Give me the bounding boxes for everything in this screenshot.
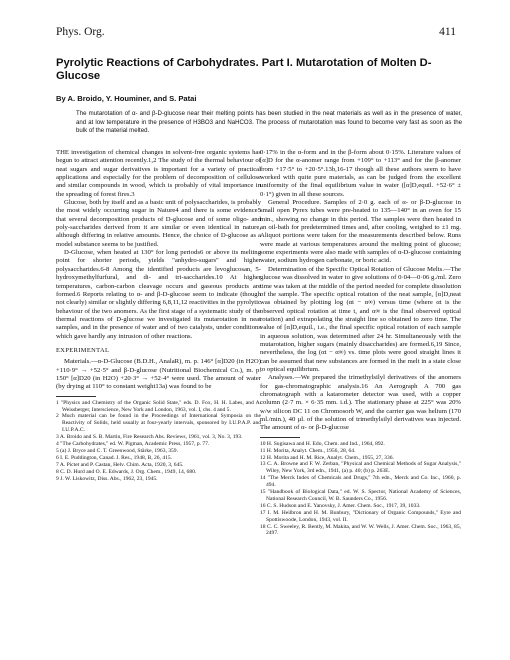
footnote: 8 C. D. Hurd and O. E. Edwards, J. Org. Chem., 1949, 14, 680. [56, 468, 197, 475]
determination-paragraph: Determination of the Specific Optical Rotation of Glucose Melts.—The glucose was dissolved in water to give solutions of 0·04—0·06 g./ml. Zero time was taken at the middle of the period needed for complete dissolution of the sample. The specific optical rotation of the neat sample, [α]D,neat was obtained by plotting log (αt − α∞) versus time (where αt is the observed optical rotation at time t, and α∞ is the final observed optical rotation) and extrapolating the straight line so obtained to zero time. The value of [α]D,equil., i.e., the final specific optical rotation of each sample in aqueous solution, was determined after 24 hr. Simultaneously with the mutarotation, higher sugars (mainly disaccharides) are formed.6,19 Since, nevertheless, the log (αt − α∞) vs. time plots were good straight lines it can be assumed that new substances are formed in the melt in a state close to optical equilibrium. [260, 265, 461, 373]
footnote: 9 J. W. Liskowitz, Diss. Abs., 1962, 23, 1945. [56, 475, 158, 482]
article-title: Pyrolytic Reactions of Carbohydrates. Part I. Mutarotation of Molten D-Glucose [56, 57, 432, 82]
footnote: 6 I. E. Puddington, Canad. J. Res., 1948, B, 26, 415. [56, 454, 173, 461]
footnote: 16 C. S. Hudson and E. Yanovsky, J. Amer. Chem. Soc., 1917, 39, 1033. [260, 502, 421, 509]
intro-paragraph-2: Glucose, both by itself and as a basic unit of polysaccharides, is probably the most widely occurring sugar in Nature4 and there is some evidence5 that several decomposition products of D-glucose and of some oligo- and poly-saccharides derived from it are similar or even identical in nature, although differing in relative amounts. Hence, the choice of D-glucose as a model substance seems to be justified. [56, 199, 261, 248]
article-abstract: The mutarotation of α- and β-D-glucose near their melting points has been studied in the neat materials as well as in the presence of water, and at low temperature in the presence of H3BO3 and NaHCO3. The process of mutarotation was found to become very fast as soon as the bulk of the material melted. [76, 110, 462, 134]
footnote: 18 C. C. Sweeley, R. Bently, M. Makita, and W. W. Wells, J. Amer. Chem. Soc., 1963, 85, 2497. [260, 523, 461, 537]
footnote: 11 H. Morita, Analyt. Chem., 1956, 28, 64. [260, 447, 356, 454]
footnote: 1 "Physics and Chemistry of the Organic Solid State," eds. D. Fox, H. H. Labes, and A. Weissberger, Interscience, New York and London, 1963, vol. I, chs. 4 and 5. [56, 399, 261, 413]
intro-paragraph-1: THE investigation of chemical changes in solvent-free organic systems has begun to attract attention recently.1,2 The study of the thermal behaviour of neat sugars and sugar derivatives is important for a variety of practical applications and especially for the problem of decomposition of cellulose and similar compounds in wood, which is probably of vital importance in the spreading of forest fires.3 [56, 149, 261, 198]
footnote: 4 "The Carbohydrates," ed. W. Pigman, Academic Press, 1957, p. 77. [56, 441, 210, 448]
general-procedure-paragraph: General Procedure. Samples of 2·0 g. each of α- or β-D-glucose in small open Pyrex tubes were pre-heated to 135—140° in an oven for 15 min., showing no change in this period. The samples were then heated in an oil-bath for predetermined times and, after cooling, weighed to ±1 mg. Aliquot portions were taken for the measurements described below. Runs were made at various temperatures around the melting point of glucose; some experiments were also made with samples of α-D-glucose containing water, sodium hydrogen carbonate, or boric acid. [260, 199, 461, 265]
footnote-divider [56, 396, 96, 397]
materials-paragraph: Materials.—α-D-Glucose (B.D.H., AnalaR), m. p. 146° [α]D20 (in H2O) +110·9° → +52·5° and β-D-glucose (Nutritional Biochemical Co.), m. p. 150° [α]D20 (in H2O) +20·3° → +52·4° were used. The amount of water (by drying at 110° to constant weight13a) was found to be [56, 358, 261, 391]
footnote: 5 (a) J. Bryce and C. T. Greenwood, Stärke, 1963, 359. [56, 447, 178, 454]
footnote: 10 H. Sugisawa and H. Edo, Chem. and Ind., 1964, 892. [260, 440, 385, 447]
footnote: 12 H. Morita and H. M. Rice, Analyt. Chem., 1955, 27, 336. [260, 454, 394, 461]
footnote: 14 "The Merck Index of Chemicals and Drugs," 7th edn., Merck and Co. Inc., 1960, p. 494. [260, 475, 461, 489]
footnotes-left [56, 400, 261, 483]
intro-paragraph-3: D-Glucose, when heated at 130° for long periods6 or above its melting point for shorter periods, yields "anhydro-sugars" and higher polysaccharides.6-8 Among the identified products are levoglucosan, 5-hydroxymethylfurfural, and di- and tri-saccharides.10 At higher temperatures, carbon-carbon cleavage occurs and gaseous products are formed.6 Reports relating to α- and β-D-glucose seem to indicate (though not clearly) similar or slightly differing 6,8,11,12 reactivities in the pyrolytic behaviour of the two anomers. As the first stage of a systematic study of the thermal reactions of D-glucose we investigated its mutarotation in neat samples, and in the presence of water and of two catalysts, under conditions which gave hardly any intrusion of other reactions. [56, 249, 261, 340]
analyses-paragraph: Analyses.—We prepared the trimethylsilyl derivatives of the anomers for gas-chromatographic analysis.16 An Aerograph A 700 gas chromatograph with a katarometer detector was used, with a copper column (2·7 m. × 6·35 mm. i.d.). The stationary phase at 225° was 20% w/w silicon DC 11 on Chromosorb W, and the carrier gas was helium (170 ml./min.), 40 µl. of the solution of trimethylsilyl derivatives was injected. The amount of α- or β-D-glucose [260, 374, 461, 432]
page-number: 411 [439, 26, 456, 38]
footnote: 3 A. Broido and S. B. Martin, Fire Research Abs. Reviews, 1961, vol. 3, No. 3, 193. [56, 434, 243, 441]
article-authors: By A. Broido, Y. Houminer, and S. Patai [56, 94, 197, 103]
footnote: 13 C. A. Browne and F. W. Zerban, "Physical and Chemical Methods of Sugar Analysis," Wiley, New York, 3rd edn., 1941, (a) p. 40; (b) p. 263E. [260, 461, 461, 475]
right-column [260, 149, 461, 537]
footnote-divider [260, 437, 300, 438]
journal-name: Phys. Org. [56, 26, 105, 38]
footnote: 17 I. M. Heilbron and H. M. Bunbury, "Dictionary of Organic Compounds," Eyre and Spottiswoode, London, 1943, vol. II. [260, 509, 461, 523]
footnote: 2 Much material can be found in the Proceedings of International Symposia on the Reactivity of Solids, held usually at four-yearly intervals, sponsored by I.U.P.A.P. and I.U.P.A.C. [56, 413, 261, 434]
footnote: 15 "Handbook of Biological Data," ed. W. S. Spector, National Academy of Sciences, National Research Council, W. B. Saunders Co., 1956. [260, 489, 461, 502]
section-heading-experimental: EXPERIMENTAL [56, 346, 110, 354]
footnote: 7 A. Pictet and P. Castan, Helv. Chim. Acta, 1920, 3, 645. [56, 461, 184, 468]
footnotes-right [260, 441, 461, 538]
left-column [56, 149, 261, 483]
continuation-paragraph: 0·17% in the α-form and in the β-form about 0·15%. Literature values of [α]D for the α-anomer range from +109° to +113° and for the β-anomer from +17·5° to +20·5°.13b,16-17 though all these authors seem to have worked with quite pure materials, as can be judged from the excellent uniformity of the final equilibrium value in water ([α]D,equil. +52·6° ± 0·1°) given in all these sources. [260, 149, 461, 198]
